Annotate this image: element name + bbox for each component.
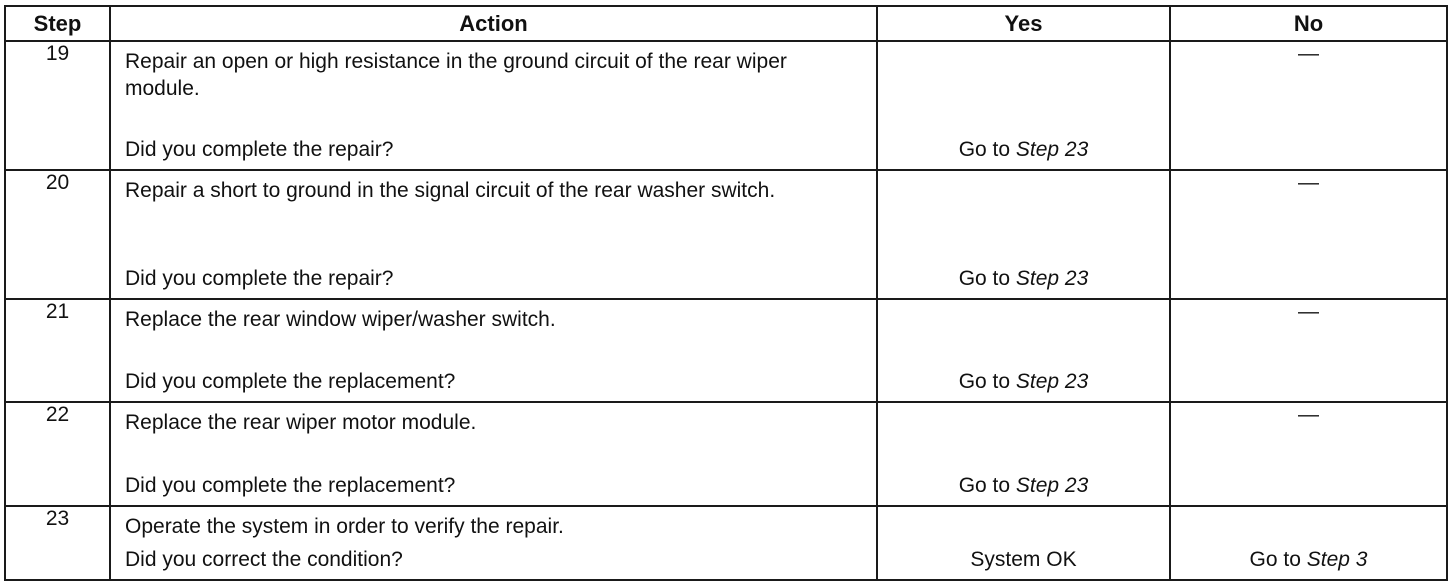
yes-prefix: Go to [958, 370, 1016, 393]
no-dash: — [1298, 403, 1319, 426]
header-action: Action [110, 6, 877, 41]
action-question: Did you complete the replacement? [125, 474, 456, 497]
no-cell [1170, 170, 1447, 299]
table-row [5, 41, 1447, 170]
no-dash: — [1298, 171, 1319, 194]
action-cell [110, 41, 877, 170]
yes-cell [877, 41, 1170, 170]
no-cell [1170, 41, 1447, 170]
no-dash: — [1298, 300, 1319, 323]
yes-prefix: Go to [958, 474, 1016, 497]
action-cell [110, 299, 877, 402]
action-cell [110, 170, 877, 299]
action-text: Replace the rear wiper motor module. [125, 411, 477, 434]
action-cell [110, 402, 877, 506]
no-cell [1170, 299, 1447, 402]
table-row [5, 402, 1447, 506]
action-question: Did you complete the replacement? [125, 370, 456, 393]
step-number: 21 [5, 299, 110, 402]
yes-prefix: Go to [958, 267, 1016, 290]
yes-cell [877, 506, 1170, 580]
no-cell [1170, 506, 1447, 580]
table-row [5, 299, 1447, 402]
step-number: 23 [5, 506, 110, 580]
action-question: Did you complete the repair? [125, 267, 394, 290]
no-cell [1170, 402, 1447, 506]
yes-prefix: Go to [958, 138, 1016, 161]
action-question: Did you complete the repair? [125, 138, 394, 161]
step-number: 20 [5, 170, 110, 299]
no-step-link[interactable]: Step 3 [1306, 548, 1368, 571]
yes-step-link[interactable]: Step 23 [1015, 138, 1089, 161]
yes-step-link[interactable]: Step 23 [1015, 474, 1089, 497]
yes-step-link[interactable]: Step 23 [1015, 267, 1089, 290]
step-number: 22 [5, 402, 110, 506]
table-row [5, 170, 1447, 299]
action-text: Operate the system in order to verify the repair. [125, 515, 564, 538]
yes-cell [877, 402, 1170, 506]
table-row [5, 506, 1447, 580]
no-dash: — [1298, 42, 1319, 65]
yes-cell [877, 170, 1170, 299]
yes-cell [877, 299, 1170, 402]
header-no: No [1170, 6, 1447, 41]
action-question: Did you correct the condition? [125, 548, 403, 571]
header-yes: Yes [877, 6, 1170, 41]
header-row [5, 6, 1447, 41]
yes-step-link[interactable]: Step 23 [1015, 370, 1089, 393]
action-text: Replace the rear window wiper/washer switch. [125, 308, 556, 331]
action-text: Repair a short to ground in the signal circuit of the rear washer switch. [125, 179, 776, 202]
yes-result: System OK [970, 548, 1077, 571]
action-cell [110, 506, 877, 580]
header-step: Step [5, 6, 110, 41]
action-text: Repair an open or high resistance in the ground circuit of the rear wiper module. [125, 50, 787, 100]
step-number: 19 [5, 41, 110, 170]
no-prefix: Go to [1249, 548, 1307, 571]
diagnostic-table [4, 5, 1448, 581]
